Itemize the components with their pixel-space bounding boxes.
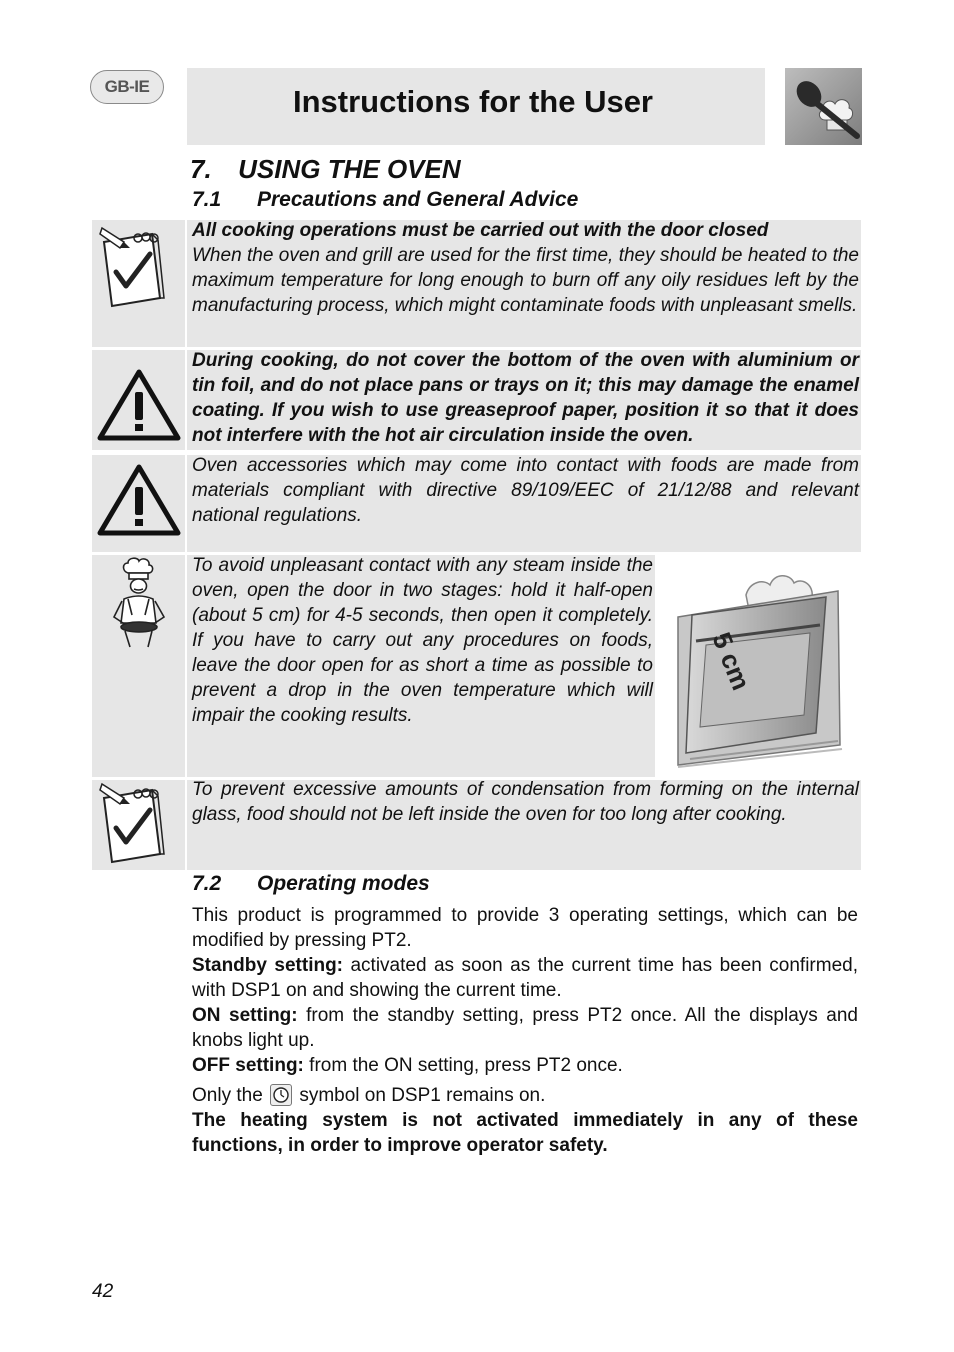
clock-icon	[270, 1084, 292, 1106]
warning-icon	[92, 350, 185, 450]
section-number: 7.	[190, 154, 212, 184]
warning-icon	[92, 455, 185, 552]
advice-box-5	[187, 780, 861, 870]
on-setting	[192, 1003, 858, 1053]
warning-icon-cell	[92, 350, 185, 450]
subsection-number: 7.1	[192, 188, 222, 211]
off-text: from the ON setting, press PT2 once.	[303, 1055, 623, 1076]
advice-box-2	[187, 350, 861, 450]
standby-label: Standby setting:	[192, 955, 344, 976]
advice-box-4	[187, 555, 655, 777]
section-title: USING THE OVEN	[238, 154, 461, 184]
operating-intro: This product is programmed to provide 3 operating settings, which can be modified by pressing PT2.	[192, 905, 858, 951]
advice-bold-line: All cooking operations must be carried out with the door closed	[192, 220, 769, 241]
region-badge: GB-IE	[90, 70, 164, 104]
subsection-heading-7-1	[192, 187, 578, 213]
checklist-icon	[92, 220, 185, 347]
standby-text: activated as soon as the current time has been confirmed, with DSP1 on and showing the current time.	[192, 955, 858, 1001]
advice-text: To prevent excessive amounts of condensation from forming on the internal glass, food should not be left inside the oven for too long after cooking.	[192, 779, 859, 825]
oven-door-half-open-illustration	[656, 555, 861, 777]
checklist-icon	[92, 780, 185, 870]
standby-setting	[192, 953, 858, 1003]
subsection-heading-7-2	[192, 871, 430, 897]
spoon-chef-hat-icon	[785, 68, 862, 145]
section-heading	[190, 154, 461, 184]
advice-text: When the oven and grill are used for the first time, they should be heated to the maximum temperature for long enough to burn off any oily residues left by the manufacturing process, which might contaminate foods with unpleasant smells.	[192, 245, 859, 316]
on-label: ON setting:	[192, 1005, 298, 1026]
page-title: Instructions for the User	[293, 84, 653, 119]
advice-box-3	[187, 455, 861, 552]
subsection-title: Precautions and General Advice	[257, 188, 579, 211]
advice-text: During cooking, do not cover the bottom of the oven with aluminium or tin foil, and do not place pans or trays on it; this may damage the enamel coating. If you wish to use greaseproof paper, position it so that it does not interfere with the hot air circulation inside the oven.	[192, 350, 859, 446]
advice-icon-cell	[92, 220, 185, 347]
warning-icon-cell	[92, 455, 185, 552]
off-label: OFF setting:	[192, 1055, 304, 1076]
chef-icon-cell	[92, 555, 185, 777]
advice-text: Oven accessories which may come into contact with foods are made from materials compliant with directive 89/109/EEC of 21/12/88 and relevant national regulations.	[192, 455, 859, 526]
dsp1-note-post: symbol on DSP1 remains on.	[294, 1085, 546, 1106]
subsection-title: Operating modes	[257, 872, 430, 895]
off-setting	[192, 1053, 858, 1078]
safety-warning: The heating system is not activated immediately in any of these functions, in order to improve operator safety.	[192, 1110, 858, 1156]
chef-icon	[92, 555, 185, 655]
advice-icon-cell	[92, 780, 185, 870]
on-text: from the standby setting, press PT2 once. All the displays and knobs light up.	[192, 1005, 858, 1051]
illustration-label: 5 cm	[706, 628, 757, 695]
advice-box-1	[187, 220, 861, 347]
page-number: 42	[92, 1281, 114, 1302]
subsection-number: 7.2	[192, 872, 222, 895]
dsp1-note	[192, 1083, 858, 1108]
dsp1-note-pre: Only the	[192, 1085, 269, 1106]
advice-text: To avoid unpleasant contact with any steam inside the oven, open the door in two stages: hold it half-open (about 5 cm) for 4-5 seconds, then open it completely. If you have to carry out any procedures on foods, leave the door open for as short a time as possible to prevent a drop in the oven temperature which will impair the cooking results.	[192, 555, 653, 726]
